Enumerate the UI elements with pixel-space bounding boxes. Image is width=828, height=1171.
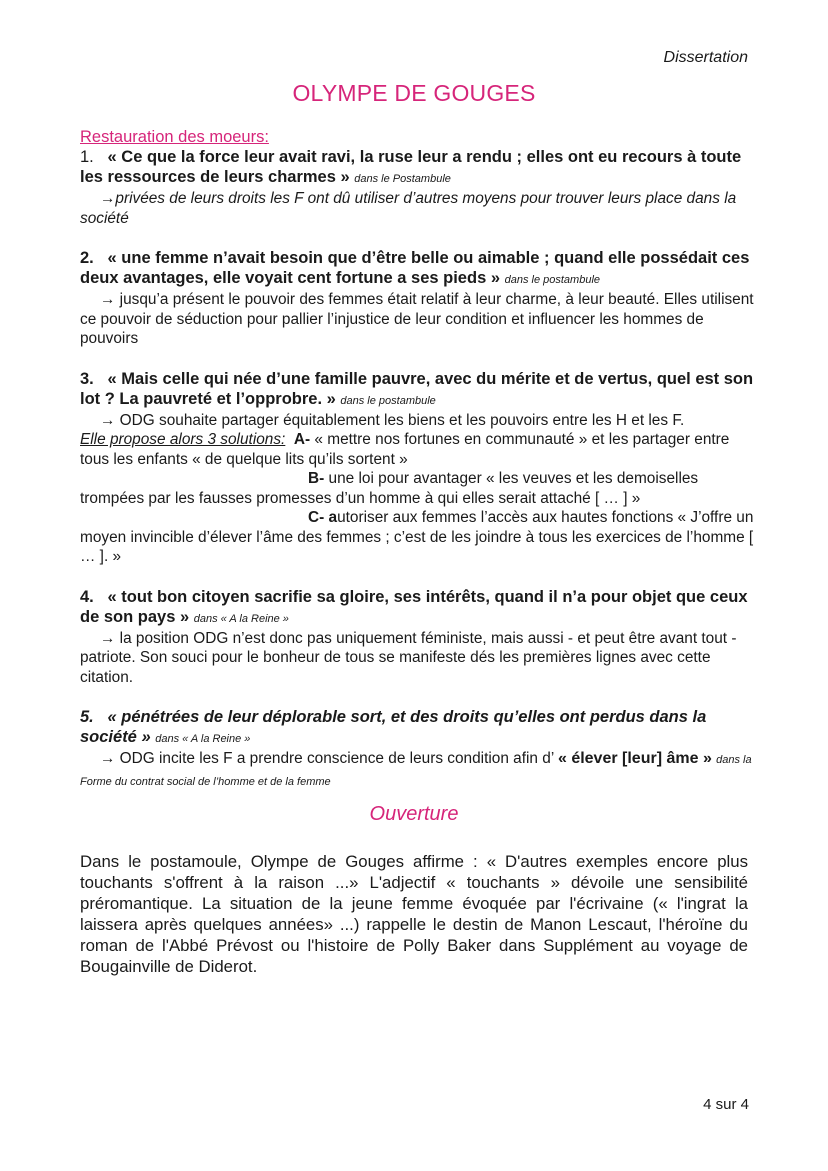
list-item-1 <box>80 147 760 228</box>
section-heading: Restauration des moeurs: <box>80 128 269 146</box>
item-number: 2. <box>80 249 94 267</box>
item-source: dans le postambule <box>504 274 601 286</box>
item-number: 1. <box>80 148 94 166</box>
page-title: OLYMPE DE GOUGES <box>292 80 536 106</box>
solution-b-text: une loi pour avantager « les veuves et les demoiselles trompées par les fausses promesses d’un homme à qui elles serait attaché [ … ] » <box>80 470 699 507</box>
item-quote: « tout bon citoyen sacrifie sa gloire, ses intérêts, quand il n’a pour objet que ceux de son pays » <box>80 587 748 626</box>
item-analysis-source: dans la Forme du contrat social de l’homme et de la femme <box>80 754 752 788</box>
main-content <box>80 128 760 812</box>
item-number: 5. <box>80 708 94 726</box>
solutions-intro: Elle propose alors 3 solutions: <box>80 431 286 448</box>
item-number: 3. <box>80 369 94 388</box>
item-analysis: → la position ODG n’est donc pas uniquement féministe, mais aussi - et peut être avant tout - patriote. Son souci pour le bonheur de tous se manifeste dés les premières lignes avec cette citation. <box>80 629 737 686</box>
item-quote: « Ce que la force leur avait ravi, la ruse leur a rendu ; elles ont eu recours à toute les ressources de leurs charmes » <box>80 148 742 186</box>
item-quote: « pénétrées de leur déplorable sort, et des droits qu’elles ont perdus dans la société » <box>80 708 707 746</box>
item-analysis-bold: « élever [leur] âme » <box>557 750 712 767</box>
item-number: 4. <box>80 587 94 606</box>
list-item-2 <box>80 248 760 349</box>
solution-c-text: utoriser aux femmes l’accès aux hautes fonctions « J’offre un moyen invincible d’élever l’âme des femmes ; c’est de les joindre à tous les exercices de l’homme [ … ]. » <box>80 509 754 565</box>
item-analysis: → ODG incite les F a prendre conscience de leurs condition afin d’ <box>100 750 558 767</box>
item-source: dans le postambule <box>340 394 436 407</box>
item-quote: « une femme n’avait besoin que d’être belle ou aimable ; quand elle possédait ces deux avantages, elle voyait cent fortune a ses pieds » <box>80 249 750 287</box>
item-analysis: →privées de leurs droits les F ont dû utiliser d’autres moyens pour trouver leurs place dans la société <box>80 190 737 227</box>
solution-c-letter: C- a <box>308 509 338 526</box>
item-quote: « Mais celle qui née d’une famille pauvre, avec du mérite et de vertus, quel est son lot ? La pauvreté et l’opprobre. » <box>80 369 754 408</box>
item-source: dans le Postambule <box>354 173 451 185</box>
list-item-5 <box>80 707 760 792</box>
solution-a-text: « mettre nos fortunes en communauté » et les partager entre tous les enfants « de quelque lits qu’ils sortent » <box>80 431 730 468</box>
solution-b-letter: B- <box>308 470 325 487</box>
doc-type-label: Dissertation <box>663 49 748 66</box>
item-source: dans « A la Reine » <box>155 733 251 745</box>
ouverture-text: Dans le postamoule, Olympe de Gouges affirme : « D'autres exemples encore plus touchants s'offrent à la raison ...» L'adjectif « touchants » dévoile une sensibilité préromantique. La situation de la jeune femme évoquée par l'écrivaine (« l'ingrat la laissera après quelques années» ...) rappelle le destin de Manon Lescaut, l'héroïne du roman de l'Abbé Prévost ou l'histoire de Polly Baker dans Supplément au voyage de Bougainville de Diderot. <box>80 852 748 976</box>
item-analysis: → jusqu’a présent le pouvoir des femmes était relatif à leur charme, à leur beauté. Elles utilisent ce pouvoir de séduction pour pallier l’injustice de leur condition et influencer les hommes de pouvoirs <box>80 291 754 347</box>
list-item-4 <box>80 587 760 688</box>
list-item-3 <box>80 369 760 567</box>
ouverture-heading: Ouverture <box>369 803 459 825</box>
page-number: 4 sur 4 <box>703 1096 749 1113</box>
item-analysis: → ODG souhaite partager équitablement les biens et les pouvoirs entre les H et les F. <box>100 411 685 429</box>
solution-a-letter: A- <box>293 431 311 448</box>
item-source: dans « A la Reine » <box>193 612 289 625</box>
